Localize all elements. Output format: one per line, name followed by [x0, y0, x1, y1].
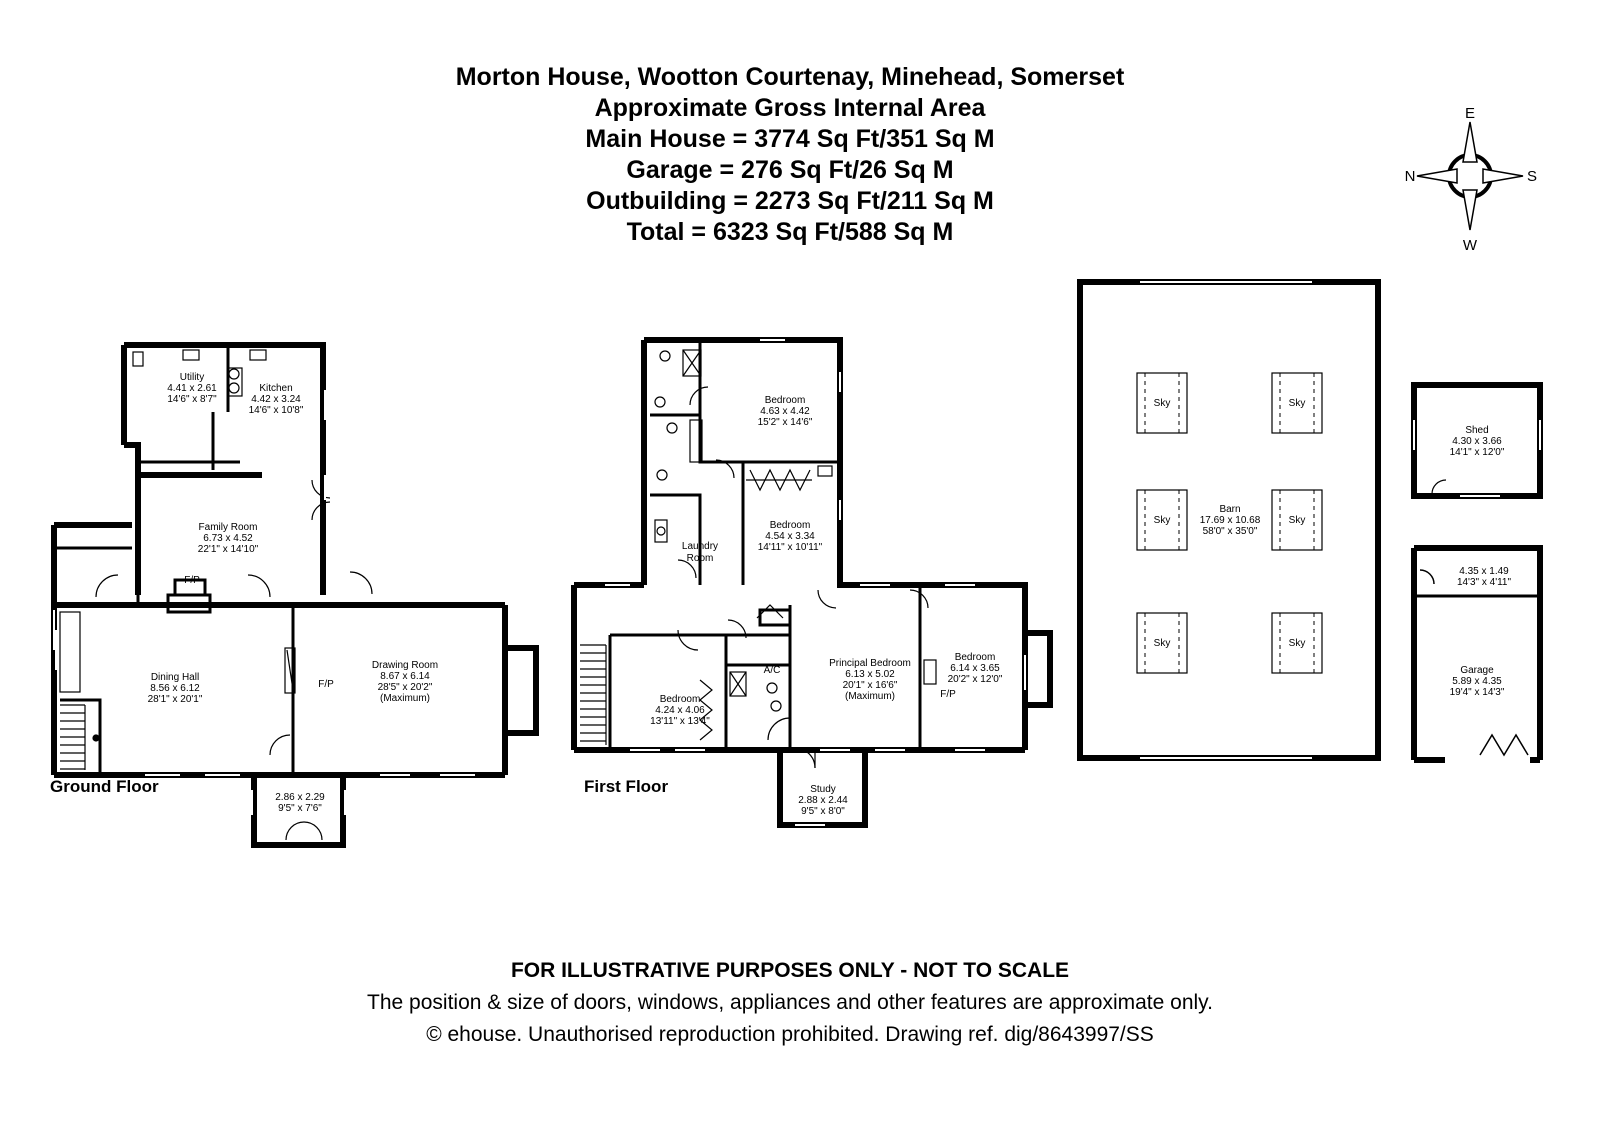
- first-floor-title: First Floor: [584, 777, 669, 796]
- outbuilding-area: Outbuilding = 2273 Sq Ft/211 Sq M: [586, 187, 994, 215]
- study-metric: 2.88 x 2.44: [798, 795, 848, 806]
- ground-floor-title: Ground Floor: [50, 777, 159, 796]
- dining-hall-imperial: 28'1" x 20'1": [147, 694, 203, 705]
- ground-floor-labels: [50, 372, 438, 814]
- bedroom-2-imperial: 14'11" x 10'11": [757, 542, 823, 553]
- drawing-room-imperial: 28'5" x 20'2": [377, 682, 433, 693]
- rooflight-6-label: Sky: [1288, 638, 1306, 649]
- ac-label: A/C: [763, 665, 781, 676]
- bedroom-4-metric: 6.14 x 3.65: [950, 663, 1000, 674]
- first-floor-doors: [678, 387, 928, 768]
- study-imperial: 9'5" x 8'0": [801, 806, 845, 817]
- utility-metric: 4.41 x 2.61: [167, 383, 217, 394]
- bedroom-3-imperial: 13'11" x 13'4": [650, 716, 710, 727]
- kitchen-name: Kitchen: [259, 383, 293, 394]
- shed-name: Shed: [1465, 425, 1489, 436]
- porch-metric: 2.86 x 2.29: [275, 792, 325, 803]
- bedroom-1-name: Bedroom: [764, 395, 806, 406]
- ground-floor-stairs: [60, 705, 99, 770]
- principal-bedroom-metric: 6.13 x 5.02: [845, 669, 895, 680]
- bedroom-1-imperial: 15'2" x 14'6": [757, 417, 813, 428]
- family-room-metric: 6.73 x 4.52: [203, 533, 253, 544]
- total-area: Total = 6323 Sq Ft/588 Sq M: [626, 218, 954, 246]
- bedroom-4-name: Bedroom: [954, 652, 996, 663]
- laundry-label: Laundry: [681, 541, 719, 552]
- garage-area: Garage = 276 Sq Ft/26 Sq M: [626, 156, 954, 184]
- bedroom-1-metric: 4.63 x 4.42: [760, 406, 810, 417]
- shed-metric: 4.30 x 3.66: [1452, 436, 1502, 447]
- first-floor-stairs: [580, 645, 606, 745]
- family-room-fireplace: F/P: [184, 575, 200, 586]
- barn-imperial: 58'0" x 35'0": [1202, 526, 1258, 537]
- compass-east: E: [1464, 105, 1476, 122]
- rooflight-4-label: Sky: [1288, 515, 1306, 526]
- shed-imperial: 14'1" x 12'0": [1449, 447, 1505, 458]
- garage-fittings: [1420, 570, 1528, 755]
- store-imperial: 14'3" x 4'11": [1456, 577, 1512, 588]
- ground-floor-walls: [54, 345, 536, 845]
- disclaimer: FOR ILLUSTRATIVE PURPOSES ONLY - NOT TO SCALE: [510, 959, 1070, 982]
- kitchen-imperial: 14'6" x 10'8": [248, 405, 304, 416]
- rooflight-2-label: Sky: [1288, 398, 1306, 409]
- bedroom-2-metric: 4.54 x 3.34: [765, 531, 815, 542]
- kitchen-metric: 4.42 x 3.24: [251, 394, 301, 405]
- plan-footer: [200, 955, 1380, 1051]
- utility-name: Utility: [179, 372, 205, 383]
- drawing-room-metric: 8.67 x 6.14: [380, 671, 430, 682]
- first-floor-walls: [574, 340, 1050, 825]
- principal-bedroom-name: Principal Bedroom: [829, 658, 911, 669]
- compass-rose: [1405, 105, 1537, 254]
- compass-north: N: [1404, 168, 1416, 185]
- drawing-room-note: (Maximum): [380, 693, 430, 704]
- garage-imperial: 19'4" x 14'3": [1449, 687, 1505, 698]
- rooflight-3-label: Sky: [1153, 515, 1171, 526]
- principal-bedroom-imperial: 20'1" x 16'6": [842, 680, 898, 691]
- principal-bedroom-note: (Maximum): [845, 691, 895, 702]
- dining-hall-name: Dining Hall: [150, 672, 200, 683]
- drawing-room-name: Drawing Room: [371, 660, 439, 671]
- area-heading: Approximate Gross Internal Area: [594, 94, 986, 122]
- copyright-note: © ehouse. Unauthorised reproduction prohibited. Drawing ref. dig/8643997/SS: [426, 1023, 1154, 1046]
- rooflight-5-label: Sky: [1153, 638, 1171, 649]
- barn-metric: 17.69 x 10.68: [1199, 515, 1261, 526]
- store-metric: 4.35 x 1.49: [1459, 566, 1509, 577]
- property-address: Morton House, Wootton Courtenay, Minehead, Somerset: [455, 63, 1125, 91]
- garage-metric: 5.89 x 4.35: [1452, 676, 1502, 687]
- garage-name: Garage: [1460, 665, 1494, 676]
- rooflight-1-label: Sky: [1153, 398, 1171, 409]
- main-house-area: Main House = 3774 Sq Ft/351 Sq M: [585, 125, 995, 153]
- bedroom-4-imperial: 20'2" x 12'0": [947, 674, 1003, 685]
- dining-hall-metric: 8.56 x 6.12: [150, 683, 200, 694]
- utility-imperial: 14'6" x 8'7": [167, 394, 217, 405]
- approximation-note: The position & size of doors, windows, appliances and other features are approximate only.: [367, 991, 1213, 1014]
- porch-imperial: 9'5" x 7'6": [278, 803, 322, 814]
- family-room-name: Family Room: [198, 522, 258, 533]
- compass-west: W: [1462, 237, 1478, 254]
- bedroom-4-fireplace: F/P: [940, 689, 956, 700]
- barn-name: Barn: [1219, 504, 1241, 515]
- compass-south: S: [1526, 168, 1538, 185]
- drawing-room-fireplace: F/P: [318, 679, 334, 690]
- laundry-label-2: Room: [686, 553, 714, 564]
- bedroom-2-name: Bedroom: [769, 520, 811, 531]
- bedroom-3-name: Bedroom: [659, 694, 701, 705]
- family-room-imperial: 22'1" x 14'10": [197, 544, 259, 555]
- bedroom-3-metric: 4.24 x 4.06: [655, 705, 705, 716]
- study-name: Study: [810, 784, 836, 795]
